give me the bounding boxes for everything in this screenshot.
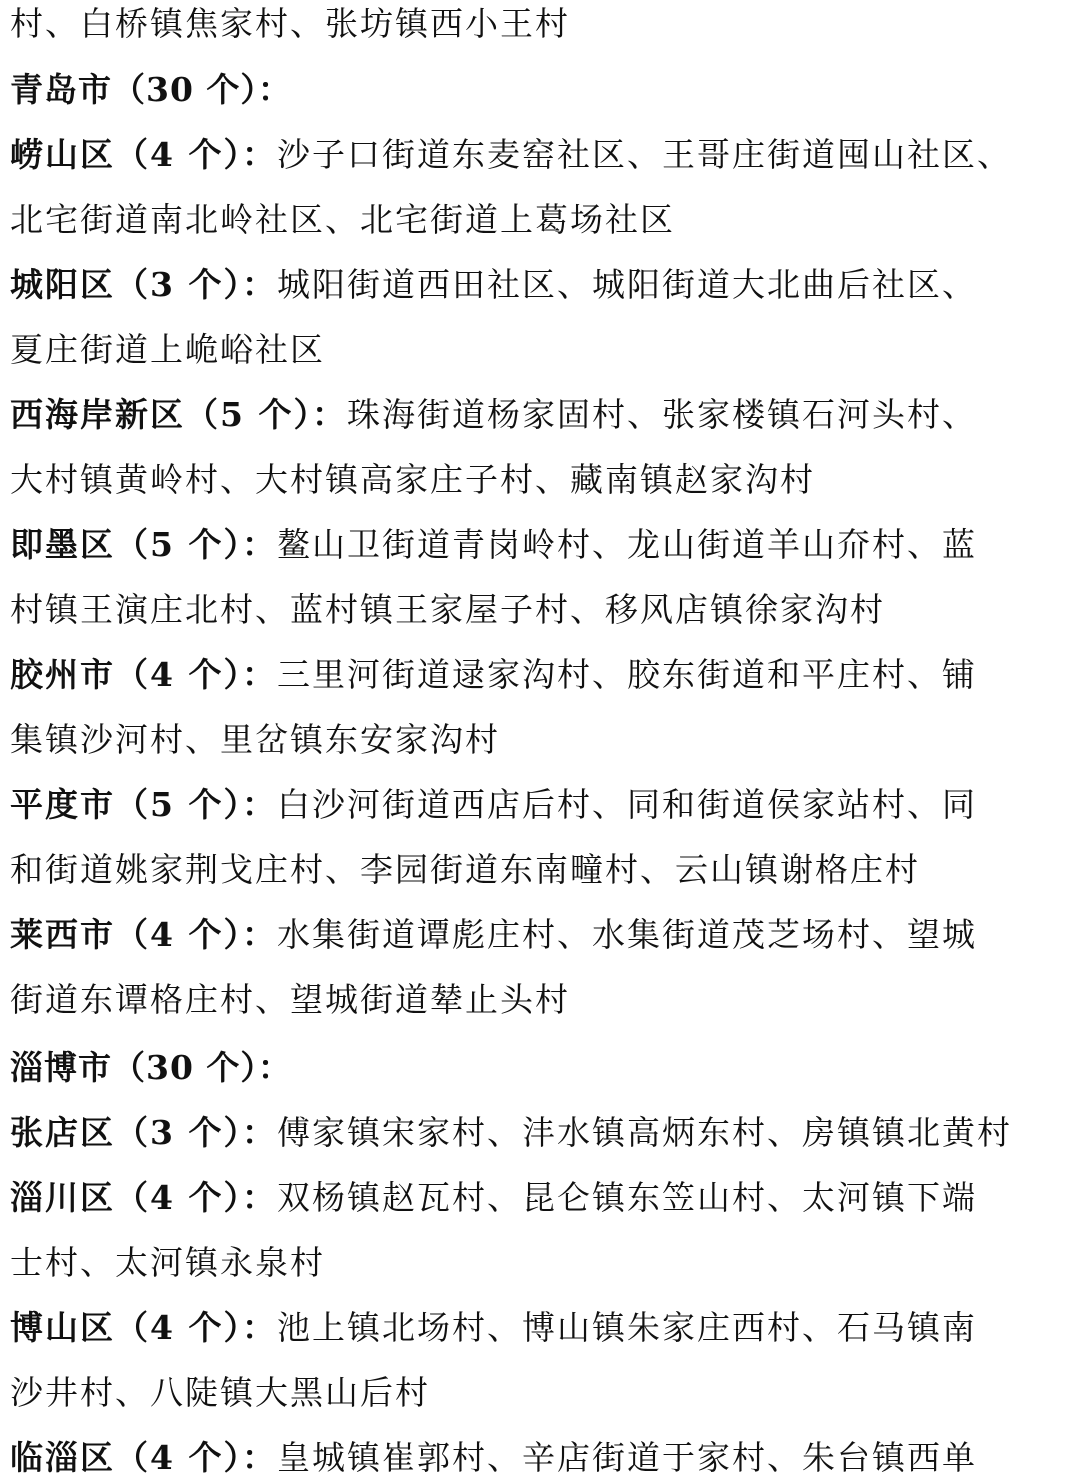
county-label: 张店区（3 个）： <box>10 1113 277 1152</box>
county-entry <box>10 265 977 305</box>
village-list: 三里河街道逯家沟村、胶东街道和平庄村、铺 <box>276 655 977 694</box>
county-entry <box>10 395 977 435</box>
village-list: 沙子口街道东麦窑社区、王哥庄街道囤山社区、 <box>276 135 1012 174</box>
text-line: 夏庄街道上峗峪社区 <box>10 330 325 369</box>
county-label: 胶州市（4 个）： <box>10 655 277 694</box>
text-line: 和街道姚家荆戈庄村、李园街道东南疃村、云山镇谢格庄村 <box>10 850 920 889</box>
county-label: 崂山区（4 个）： <box>10 135 277 174</box>
county-entry <box>10 525 977 565</box>
county-entry <box>10 655 977 695</box>
text-line: 北宅街道南北岭社区、北宅街道上葛场社区 <box>10 200 675 239</box>
text-line: 沙井村、八陡镇大黑山后村 <box>10 1373 430 1412</box>
city-heading: 淄博市（30 个）： <box>10 1048 292 1087</box>
text-line: 集镇沙河村、里岔镇东安家沟村 <box>10 720 500 759</box>
text-line: 大村镇黄岭村、大村镇高家庄子村、藏南镇赵家沟村 <box>10 460 815 499</box>
village-list: 水集街道谭彪庄村、水集街道茂芝场村、望城 <box>276 915 977 954</box>
county-entry <box>10 1438 977 1478</box>
county-entry <box>10 785 977 825</box>
county-label: 平度市（5 个）： <box>10 785 277 824</box>
village-list: 珠海街道杨家固村、张家楼镇石河头村、 <box>346 395 977 434</box>
text-line: 士村、太河镇永泉村 <box>10 1243 325 1282</box>
text-line: 街道东谭格庄村、望城街道辇止头村 <box>10 980 570 1019</box>
village-list: 双杨镇赵瓦村、昆仑镇东笠山村、太河镇下端 <box>276 1178 977 1217</box>
city-heading: 青岛市（30 个）： <box>10 70 292 109</box>
village-list: 皇城镇崔郭村、辛店街道于家村、朱台镇西单 <box>276 1438 977 1477</box>
county-label: 即墨区（5 个）： <box>10 525 277 564</box>
county-label: 淄川区（4 个）： <box>10 1178 277 1217</box>
village-list: 池上镇北场村、博山镇朱家庄西村、石马镇南 <box>276 1308 977 1347</box>
text-line: 村、白桥镇焦家村、张坊镇西小王村 <box>10 4 570 43</box>
county-label: 城阳区（3 个）： <box>10 265 277 304</box>
county-label: 博山区（4 个）： <box>10 1308 277 1347</box>
county-label: 莱西市（4 个）： <box>10 915 277 954</box>
county-entry <box>10 1308 977 1348</box>
village-list: 傅家镇宋家村、沣水镇高炳东村、房镇镇北黄村 <box>276 1113 1012 1152</box>
county-entry <box>10 1113 1012 1153</box>
village-list: 鳌山卫街道青岗岭村、龙山街道羊山夼村、蓝 <box>276 525 977 564</box>
county-entry <box>10 135 1012 175</box>
village-list: 白沙河街道西店后村、同和街道侯家站村、同 <box>276 785 977 824</box>
text-line: 村镇王演庄北村、蓝村镇王家屋子村、移风店镇徐家沟村 <box>10 590 885 629</box>
county-entry <box>10 1178 977 1218</box>
village-list: 城阳街道西田社区、城阳街道大北曲后社区、 <box>276 265 977 304</box>
county-label: 临淄区（4 个）： <box>10 1438 277 1477</box>
county-label: 西海岸新区（5 个）： <box>10 395 347 434</box>
county-entry <box>10 915 977 955</box>
